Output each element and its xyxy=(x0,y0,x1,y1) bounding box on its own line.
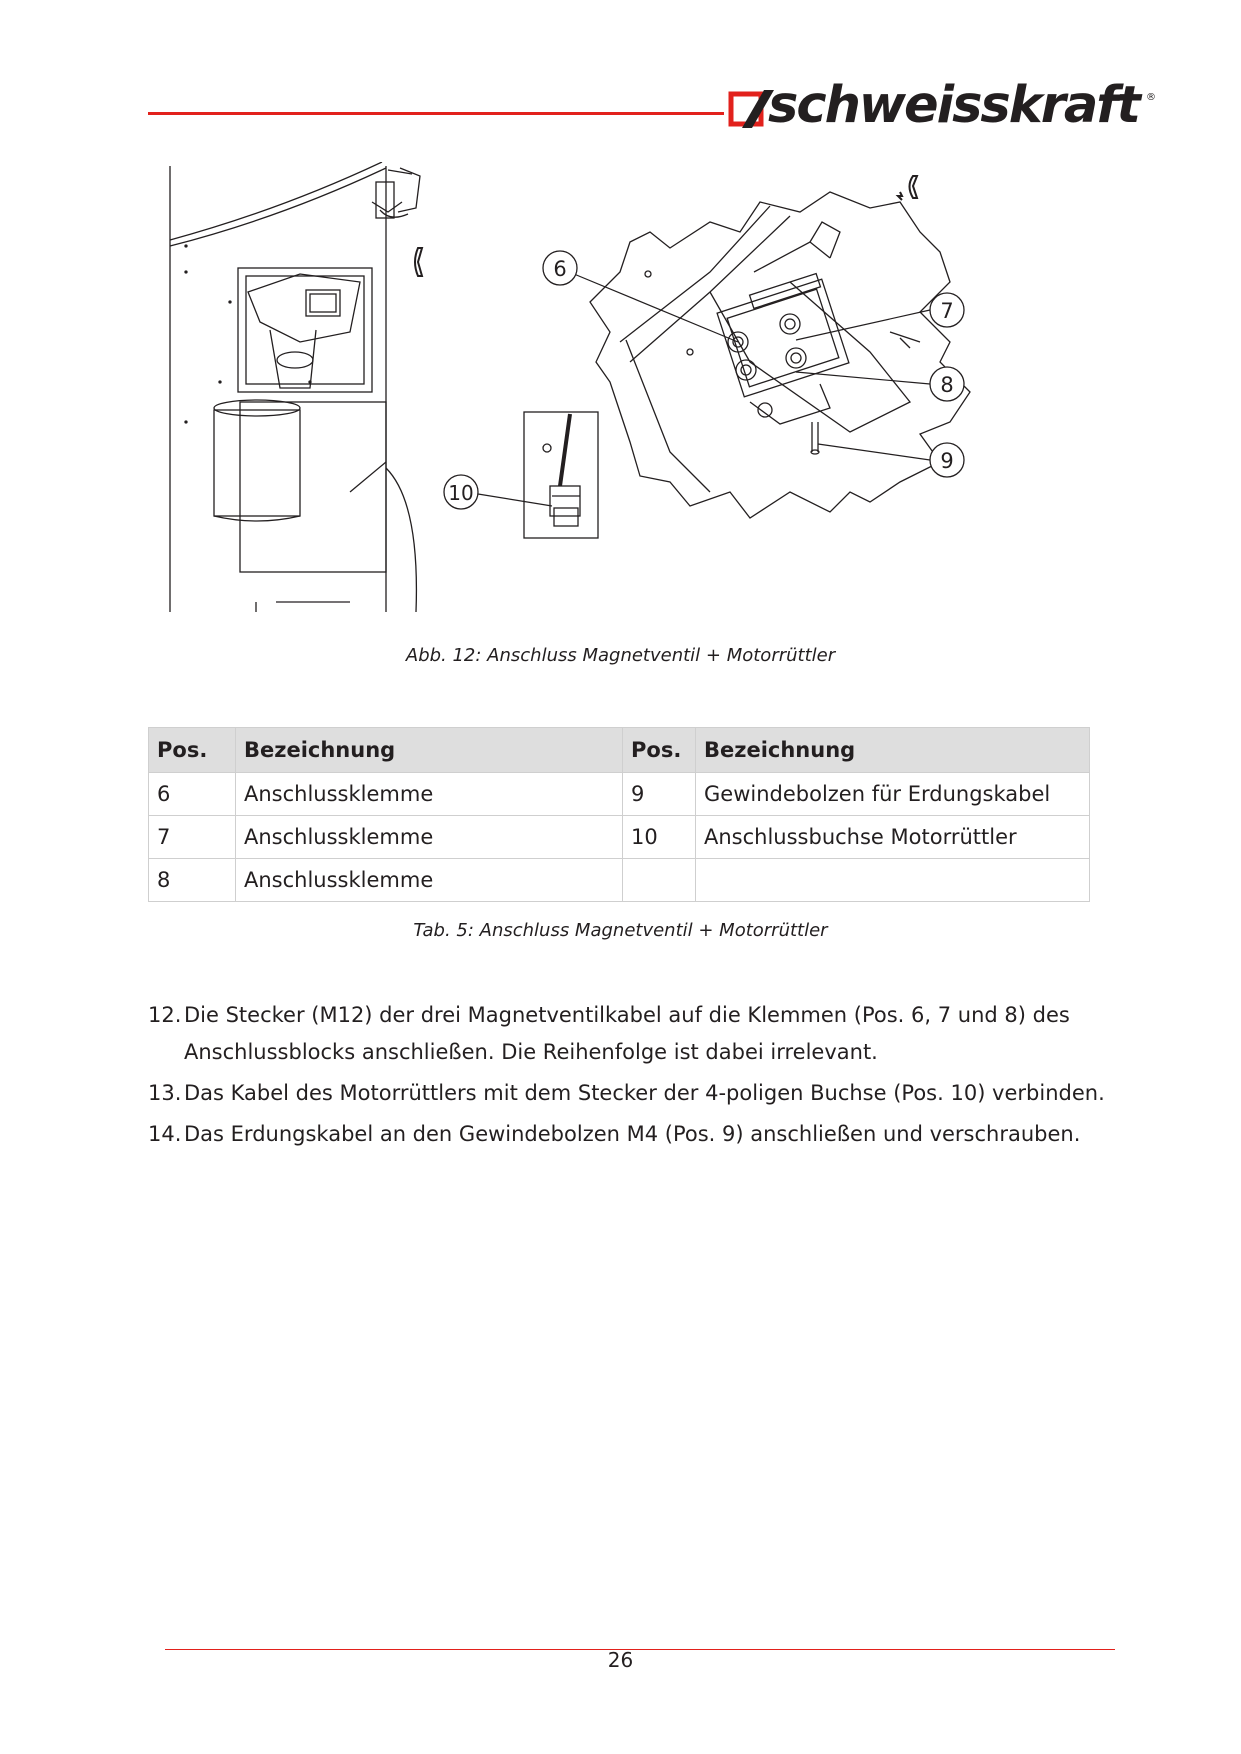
header-rule xyxy=(148,112,724,115)
table-cell: 9 xyxy=(623,773,696,816)
callout-9 xyxy=(930,443,964,477)
table-cell: Anschlussklemme xyxy=(236,773,623,816)
callout-8 xyxy=(930,367,964,401)
header-pos-right: Pos. xyxy=(623,728,696,773)
table-caption: Tab. 5: Anschluss Magnetventil + Motorrüttler xyxy=(413,920,828,941)
table-cell: Anschlussklemme xyxy=(236,816,623,859)
callout-7-label: 7 xyxy=(940,299,954,323)
callout-10 xyxy=(444,475,478,509)
step-number: 13. xyxy=(148,1081,182,1105)
table-cell xyxy=(696,859,1090,902)
table-header-row xyxy=(149,728,1090,773)
detail-view xyxy=(590,176,970,518)
table-cell: 10 xyxy=(623,816,696,859)
callout-8-label: 8 xyxy=(940,373,954,397)
figure-caption: Abb. 12: Anschluss Magnetventil + Motorrüttler xyxy=(405,645,836,666)
table-cell: 8 xyxy=(149,859,236,902)
header-bezeichnung-right: Bezeichnung xyxy=(696,728,1090,773)
table-row xyxy=(149,859,1090,902)
step-number: 12. xyxy=(148,1003,182,1027)
technical-drawing xyxy=(150,162,1090,622)
step-text: Das Erdungskabel an den Gewindebolzen M4 (Pos. 9) anschließen und verschrauben. xyxy=(184,1122,1081,1146)
table-row xyxy=(149,816,1090,859)
step-number: 14. xyxy=(148,1122,182,1146)
table-cell: 6 xyxy=(149,773,236,816)
callout-6 xyxy=(543,251,577,285)
instruction-steps xyxy=(148,997,1108,1157)
connector-inset xyxy=(524,412,598,538)
header-bezeichnung-left: Bezeichnung xyxy=(236,728,623,773)
table-cell xyxy=(623,859,696,902)
brand-logo xyxy=(728,76,1158,135)
callout-7 xyxy=(930,293,964,327)
table-cell: 7 xyxy=(149,816,236,859)
list-item xyxy=(148,997,1108,1071)
machine-side-view xyxy=(170,162,422,612)
registered-mark: ® xyxy=(1146,92,1156,103)
table-cell: Anschlussbuchse Motorrüttler xyxy=(696,816,1090,859)
list-item xyxy=(148,1075,1108,1112)
table-row xyxy=(149,773,1090,816)
position-table xyxy=(148,727,1090,902)
logo-wordmark: schweisskraft xyxy=(768,76,1139,135)
callout-10-label: 10 xyxy=(448,481,474,505)
step-text: Das Kabel des Motorrüttlers mit dem Stecker der 4-poligen Buchse (Pos. 10) verbinden. xyxy=(184,1081,1105,1105)
callout-6-label: 6 xyxy=(553,257,567,281)
step-text: Die Stecker (M12) der drei Magnetventilkabel auf die Klemmen (Pos. 6, 7 und 8) des Anschlussblocks anschließen. Die Reihenfolge ist dabei irrelevant. xyxy=(184,1003,1070,1064)
list-item xyxy=(148,1116,1108,1153)
callout-9-label: 9 xyxy=(940,449,954,473)
leader-lines xyxy=(478,274,930,506)
table-cell: Gewindebolzen für Erdungskabel xyxy=(696,773,1090,816)
header-pos-left: Pos. xyxy=(149,728,236,773)
page-number: 26 xyxy=(607,1648,634,1672)
table-cell: Anschlussklemme xyxy=(236,859,623,902)
